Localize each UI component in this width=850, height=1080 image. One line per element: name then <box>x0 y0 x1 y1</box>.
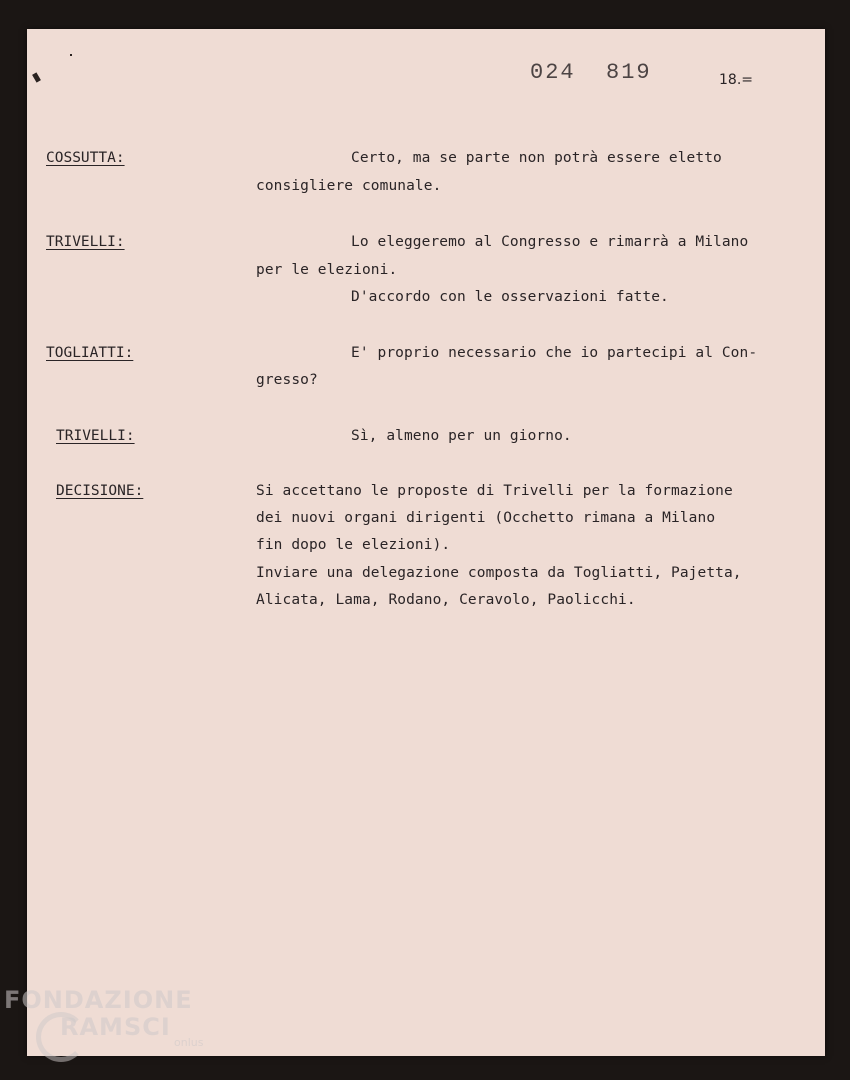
page-number: 18.= <box>719 72 753 88</box>
watermark-logo <box>4 988 203 1048</box>
text-line: Certo, ma se parte non potrà essere eletto <box>351 150 722 166</box>
text-line: per le elezioni. <box>256 262 398 278</box>
text-line: Sì, almeno per un giorno. <box>351 428 572 444</box>
text-line: dei nuovi organi dirigenti (Occhetto rimana a Milano <box>256 510 716 526</box>
watermark-line1: FONDAZIONE <box>4 986 193 1014</box>
speaker-label: TRIVELLI: <box>46 234 125 250</box>
text-line: Alicata, Lama, Rodano, Ceravolo, Paolicchi. <box>256 592 636 608</box>
text-line: Lo eleggeremo al Congresso e rimarrà a Milano <box>351 234 749 250</box>
archive-stamp: 024 819 <box>530 60 652 85</box>
text-line: fin dopo le elezioni). <box>256 537 451 553</box>
speaker-label: COSSUTTA: <box>46 150 125 166</box>
text-line: Si accettano le proposte di Trivelli per la formazione <box>256 483 733 499</box>
text-line: consigliere comunale. <box>256 178 442 194</box>
speaker-label: TRIVELLI: <box>56 428 135 444</box>
speaker-label: TOGLIATTI: <box>46 345 134 361</box>
text-line: gresso? <box>256 372 318 388</box>
text-line: D'accordo con le osservazioni fatte. <box>351 289 669 305</box>
ink-dot <box>70 54 72 56</box>
text-line: Inviare una delegazione composta da Togliatti, Pajetta, <box>256 565 742 581</box>
watermark-line2: RAMSCI <box>60 1013 171 1041</box>
speaker-label: DECISIONE: <box>56 483 144 499</box>
watermark-line3: onlus <box>174 1036 204 1049</box>
text-line: E' proprio necessario che io partecipi al Con- <box>351 345 758 361</box>
